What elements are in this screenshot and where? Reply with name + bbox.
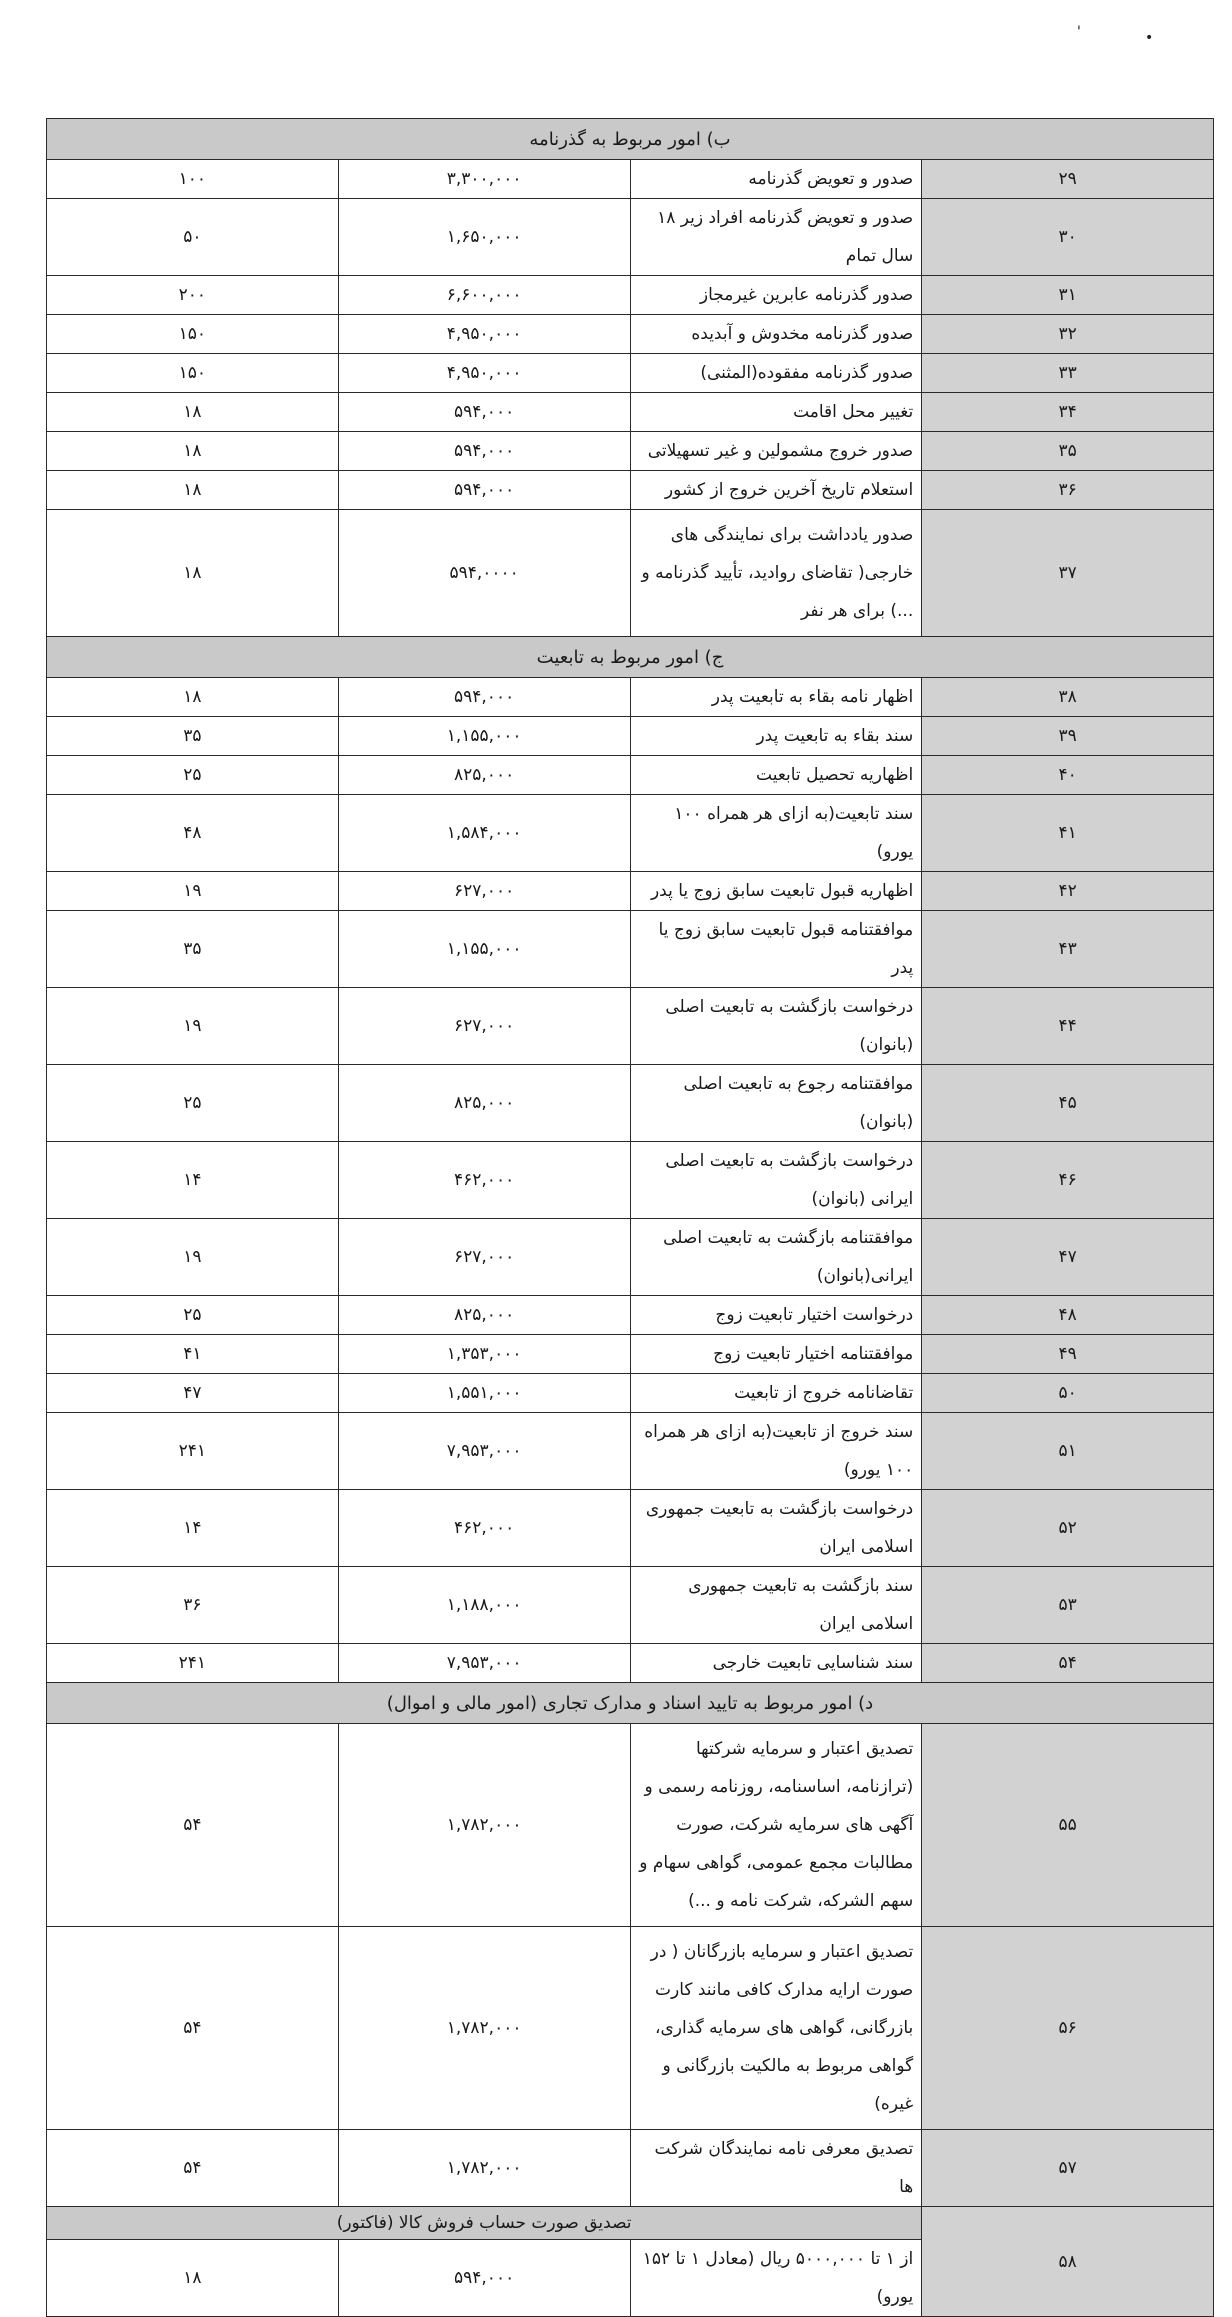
fee-rial: ۳,۳۰۰,۰۰۰ <box>338 160 630 199</box>
row-number: ۴۲ <box>922 872 1214 911</box>
fee-euro: ۱۸ <box>47 393 339 432</box>
table-row <box>47 1142 1214 1219</box>
service-description: سند بقاء به تابعیت پدر <box>630 717 922 756</box>
fee-euro: ۳۶ <box>47 1567 339 1644</box>
table-row <box>47 717 1214 756</box>
service-description: درخواست اختیار تابعیت زوج <box>630 1296 922 1335</box>
fee-rial: ۱,۵۵۱,۰۰۰ <box>338 1374 630 1413</box>
row-number: ۲۹ <box>922 160 1214 199</box>
table-row <box>47 432 1214 471</box>
fee-euro: ۲۵ <box>47 1065 339 1142</box>
service-description: صدور یادداشت برای نمایندگی های خارجی( تقاضای روادید، تأیید گذرنامه و ...) برای هر نفر <box>630 510 922 637</box>
fee-rial: ۶,۶۰۰,۰۰۰ <box>338 276 630 315</box>
table-row <box>47 1065 1214 1142</box>
table-row <box>47 160 1214 199</box>
row-number: ۴۰ <box>922 756 1214 795</box>
fee-rial: ۶۲۷,۰۰۰ <box>338 988 630 1065</box>
table-row <box>47 1927 1214 2130</box>
row-number: ۴۷ <box>922 1219 1214 1296</box>
row-number: ۵۵ <box>922 1724 1214 1927</box>
row-number: ۳۹ <box>922 717 1214 756</box>
fee-rial: ۵۹۴,۰۰۰ <box>338 432 630 471</box>
service-description: صدور گذرنامه مخدوش و آبدیده <box>630 315 922 354</box>
row-number: ۵۰ <box>922 1374 1214 1413</box>
table-row <box>47 756 1214 795</box>
service-description: صدور و تعویض گذرنامه <box>630 160 922 199</box>
fee-table <box>46 118 1214 2317</box>
service-description: صدور خروج مشمولین و غیر تسهیلاتی <box>630 432 922 471</box>
row-number: ۳۸ <box>922 678 1214 717</box>
service-description: اظهار نامه بقاء به تابعیت پدر <box>630 678 922 717</box>
fee-euro: ۲۵ <box>47 756 339 795</box>
row-number: ۳۷ <box>922 510 1214 637</box>
fee-table-body <box>47 119 1214 2317</box>
fee-euro: ۵۴ <box>47 1724 339 1927</box>
table-row <box>47 1644 1214 1683</box>
service-description: صدور گذرنامه عابرین غیرمجاز <box>630 276 922 315</box>
table-row <box>47 315 1214 354</box>
service-description: سند بازگشت به تابعیت جمهوری اسلامی ایران <box>630 1567 922 1644</box>
row-number: ۳۵ <box>922 432 1214 471</box>
fee-rial: ۱,۱۵۵,۰۰۰ <box>338 911 630 988</box>
table-row <box>47 795 1214 872</box>
scan-speck: ' <box>1077 24 1081 40</box>
table-row <box>47 276 1214 315</box>
fee-euro: ۲۴۱ <box>47 1413 339 1490</box>
fee-euro: ۱۰۰ <box>47 160 339 199</box>
row-number: ۳۱ <box>922 276 1214 315</box>
fee-euro: ۱۸ <box>47 510 339 637</box>
section-header <box>47 1683 1214 1724</box>
fee-euro: ۴۸ <box>47 795 339 872</box>
fee-euro: ۱۹ <box>47 872 339 911</box>
fee-rial: ۵۹۴,۰۰۰ <box>338 471 630 510</box>
service-description: صدور و تعویض گذرنامه افراد زیر ۱۸ سال تمام <box>630 199 922 276</box>
fee-euro: ۵۴ <box>47 2130 339 2207</box>
fee-rial: ۶۲۷,۰۰۰ <box>338 872 630 911</box>
table-row <box>47 1413 1214 1490</box>
row-number: ۳۲ <box>922 315 1214 354</box>
fee-rial: ۱,۶۵۰,۰۰۰ <box>338 199 630 276</box>
section-title: د) امور مربوط به تایید اسناد و مدارک تجاری (امور مالی و اموال) <box>47 1683 1214 1724</box>
row-number: ۵۸ <box>922 2207 1214 2317</box>
fee-rial: ۱,۱۸۸,۰۰۰ <box>338 1567 630 1644</box>
table-row <box>47 1296 1214 1335</box>
fee-rial: ۴,۹۵۰,۰۰۰ <box>338 315 630 354</box>
fee-euro: ۲۴۱ <box>47 1644 339 1683</box>
row-number: ۴۵ <box>922 1065 1214 1142</box>
table-row <box>47 393 1214 432</box>
service-description: از ۱ تا ۵۰۰۰,۰۰۰ ریال (معادل ۱ تا ۱۵۲ یورو) <box>630 2240 922 2317</box>
fee-rial: ۱,۱۵۵,۰۰۰ <box>338 717 630 756</box>
service-description: سند تابعیت(به ازای هر همراه ۱۰۰ یورو) <box>630 795 922 872</box>
table-row <box>47 1219 1214 1296</box>
fee-euro: ۳۵ <box>47 717 339 756</box>
fee-rial: ۴۶۲,۰۰۰ <box>338 1142 630 1219</box>
service-description: موافقتنامه اختیار تابعیت زوج <box>630 1335 922 1374</box>
fee-euro: ۱۵۰ <box>47 354 339 393</box>
service-description: تصدیق معرفی نامه نمایندگان شرکت ها <box>630 2130 922 2207</box>
fee-rial: ۷,۹۵۳,۰۰۰ <box>338 1644 630 1683</box>
service-description: اظهاریه قبول تابعیت سابق زوج یا پدر <box>630 872 922 911</box>
table-row <box>47 1567 1214 1644</box>
row-number: ۵۶ <box>922 1927 1214 2130</box>
fee-rial: ۵۹۴,۰۰۰ <box>338 2240 630 2317</box>
service-description: درخواست بازگشت به تابعیت اصلی ایرانی (بانوان) <box>630 1142 922 1219</box>
fee-euro: ۱۵۰ <box>47 315 339 354</box>
table-row <box>47 1374 1214 1413</box>
service-description: موافقتنامه قبول تابعیت سابق زوج یا پدر <box>630 911 922 988</box>
fee-euro: ۵۴ <box>47 1927 339 2130</box>
fee-rial: ۸۲۵,۰۰۰ <box>338 1296 630 1335</box>
fee-rial: ۴,۹۵۰,۰۰۰ <box>338 354 630 393</box>
service-description: استعلام تاریخ آخرین خروج از کشور <box>630 471 922 510</box>
section-title: ب) امور مربوط به گذرنامه <box>47 119 1214 160</box>
fee-euro: ۱۹ <box>47 1219 339 1296</box>
service-description: اظهاریه تحصیل تابعیت <box>630 756 922 795</box>
row-number: ۳۳ <box>922 354 1214 393</box>
table-row <box>47 988 1214 1065</box>
fee-euro: ۴۷ <box>47 1374 339 1413</box>
row-number: ۳۰ <box>922 199 1214 276</box>
row-number: ۳۴ <box>922 393 1214 432</box>
service-description: صدور گذرنامه مفقوده(المثنی) <box>630 354 922 393</box>
fee-euro: ۱۴ <box>47 1490 339 1567</box>
row-number: ۴۸ <box>922 1296 1214 1335</box>
fee-euro: ۱۹ <box>47 988 339 1065</box>
fee-euro: ۲۰۰ <box>47 276 339 315</box>
service-description: تصدیق اعتبار و سرمایه شرکتها (ترازنامه، اساسنامه، روزنامه رسمی و آگهی های سرمایه شرکت، صورت مطالبات مجمع عمومی، گواهی سهام و سهم الشرکه، شرکت نامه و ...) <box>630 1724 922 1927</box>
row-number: ۵۷ <box>922 2130 1214 2207</box>
row-number: ۴۶ <box>922 1142 1214 1219</box>
fee-rial: ۵۹۴,۰۰۰ <box>338 678 630 717</box>
row-number: ۳۶ <box>922 471 1214 510</box>
fee-euro: ۱۸ <box>47 678 339 717</box>
table-row <box>47 471 1214 510</box>
service-description: درخواست بازگشت به تابعیت اصلی (بانوان) <box>630 988 922 1065</box>
service-description: سند خروج از تابعیت(به ازای هر همراه ۱۰۰ یورو) <box>630 1413 922 1490</box>
fee-euro: ۱۸ <box>47 432 339 471</box>
table-row <box>47 2130 1214 2207</box>
service-description: تصدیق اعتبار و سرمایه بازرگانان ( در صورت ارایه مدارک کافی مانند کارت بازرگانی، گواهی های سرمایه گذاری، گواهی مربوط به مالکیت بازرگانی و غیره) <box>630 1927 922 2130</box>
table-row <box>47 354 1214 393</box>
fee-rial: ۷,۹۵۳,۰۰۰ <box>338 1413 630 1490</box>
row-number: ۵۱ <box>922 1413 1214 1490</box>
service-description: موافقتنامه بازگشت به تابعیت اصلی ایرانی(بانوان) <box>630 1219 922 1296</box>
service-description: درخواست بازگشت به تابعیت جمهوری اسلامی ایران <box>630 1490 922 1567</box>
table-row <box>47 911 1214 988</box>
fee-rial: ۸۲۵,۰۰۰ <box>338 756 630 795</box>
row-number: ۵۴ <box>922 1644 1214 1683</box>
subsection-title: تصدیق صورت حساب فروش کالا (فاکتور) <box>47 2207 922 2240</box>
service-description: تقاضانامه خروج از تابعیت <box>630 1374 922 1413</box>
fee-rial: ۱,۳۵۳,۰۰۰ <box>338 1335 630 1374</box>
table-row <box>47 510 1214 637</box>
service-description: تغییر محل اقامت <box>630 393 922 432</box>
fee-rial: ۸۲۵,۰۰۰ <box>338 1065 630 1142</box>
section-header <box>47 119 1214 160</box>
fee-rial: ۵۹۴,۰۰۰ <box>338 393 630 432</box>
service-description: موافقتنامه رجوع به تابعیت اصلی (بانوان) <box>630 1065 922 1142</box>
table-row <box>47 199 1214 276</box>
fee-rial: ۴۶۲,۰۰۰ <box>338 1490 630 1567</box>
fee-euro: ۱۸ <box>47 471 339 510</box>
table-row <box>47 872 1214 911</box>
scan-speck: • <box>1145 30 1154 46</box>
fee-euro: ۴۱ <box>47 1335 339 1374</box>
table-row <box>47 1490 1214 1567</box>
fee-rial: ۵۹۴,۰۰۰۰ <box>338 510 630 637</box>
section-title: ج) امور مربوط به تابعیت <box>47 637 1214 678</box>
service-description: سند شناسایی تابعیت خارجی <box>630 1644 922 1683</box>
fee-euro: ۲۵ <box>47 1296 339 1335</box>
table-row <box>47 1724 1214 1927</box>
row-number: ۵۳ <box>922 1567 1214 1644</box>
row-number: ۴۳ <box>922 911 1214 988</box>
fee-euro: ۱۸ <box>47 2240 339 2317</box>
table-row <box>47 1335 1214 1374</box>
row-number: ۴۱ <box>922 795 1214 872</box>
fee-euro: ۵۰ <box>47 199 339 276</box>
table-row <box>47 678 1214 717</box>
row-number: ۵۲ <box>922 1490 1214 1567</box>
fee-rial: ۶۲۷,۰۰۰ <box>338 1219 630 1296</box>
row-number: ۴۹ <box>922 1335 1214 1374</box>
fee-euro: ۱۴ <box>47 1142 339 1219</box>
section-header <box>47 637 1214 678</box>
fee-euro: ۳۵ <box>47 911 339 988</box>
fee-rial: ۱,۷۸۲,۰۰۰ <box>338 1927 630 2130</box>
fee-rial: ۱,۵۸۴,۰۰۰ <box>338 795 630 872</box>
fee-rial: ۱,۷۸۲,۰۰۰ <box>338 1724 630 1927</box>
table-row <box>47 2207 1214 2240</box>
row-number: ۴۴ <box>922 988 1214 1065</box>
fee-rial: ۱,۷۸۲,۰۰۰ <box>338 2130 630 2207</box>
